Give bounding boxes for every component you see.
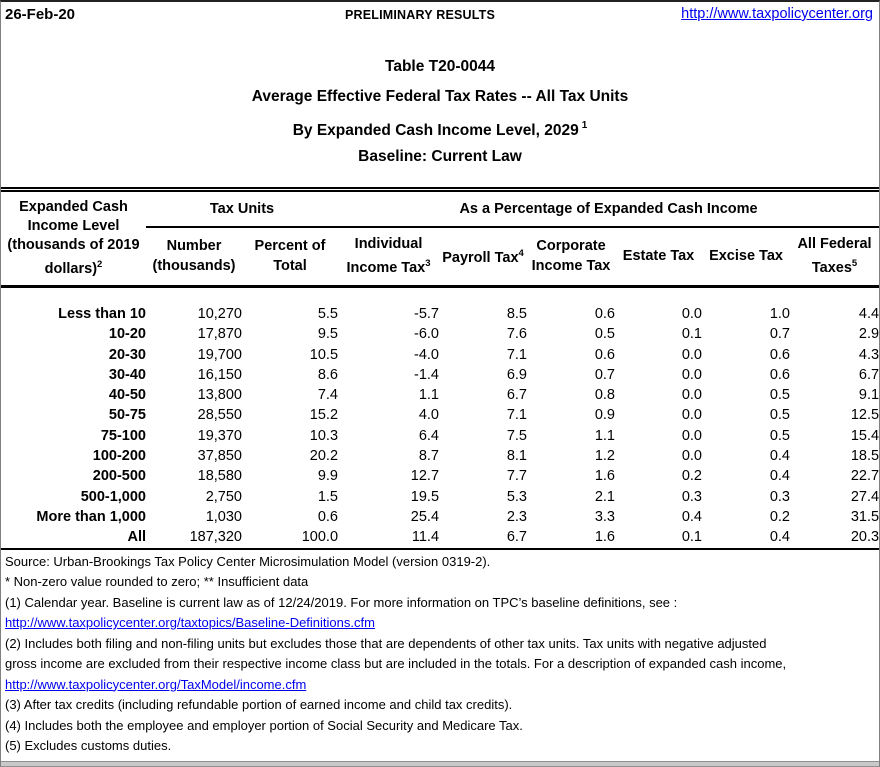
cell: 0.9	[594, 407, 616, 424]
column-header: Individual Income Tax$^3$	[338, 227, 439, 287]
stub-header-line: Expanded Cash	[19, 199, 128, 216]
title-line-2	[1, 112, 879, 142]
cell: 0.0	[681, 366, 703, 383]
cell: 5.3	[506, 488, 528, 505]
footer-note: (3) After tax credits (including refundable portion of earned income and child tax credits).	[5, 697, 513, 713]
table-row	[1, 507, 879, 527]
cell: 1.6	[594, 468, 616, 485]
column-header: Estate Tax	[615, 227, 702, 287]
cell: 0.4	[769, 448, 791, 465]
cell: 0.6	[769, 346, 791, 363]
cell: 0.0	[681, 407, 703, 424]
row-label: 30-40	[108, 366, 146, 383]
footer-note: (5) Excludes customs duties.	[5, 738, 172, 754]
cell: 7.5	[506, 427, 528, 444]
table-row	[1, 426, 879, 446]
row-label: Less than 10	[58, 306, 146, 322]
row-label: 10-20	[108, 326, 146, 343]
cell: 0.6	[317, 508, 339, 525]
cell: 7.4	[317, 387, 339, 404]
table-row	[1, 446, 879, 466]
group-header-row	[1, 190, 879, 227]
row-label: 100-200	[92, 448, 146, 465]
cell: 10,270	[197, 306, 242, 322]
cell: 20.3	[850, 529, 880, 546]
cell: 28,550	[197, 407, 242, 424]
table-row	[1, 527, 879, 548]
cell: 2.1	[594, 488, 616, 505]
cell: 27.4	[850, 488, 880, 505]
title-block	[1, 52, 879, 172]
cell: 0.5	[769, 427, 791, 444]
stub-header	[1, 190, 146, 287]
cell: 8.5	[506, 306, 528, 322]
group-header-tax-units: Tax Units	[146, 190, 338, 227]
cell: 7.6	[506, 326, 528, 343]
table-row	[1, 466, 879, 486]
title-line-1: Average Effective Federal Tax Rates -- All Tax Units	[251, 88, 629, 105]
cell: 8.7	[418, 448, 440, 465]
cell: 1.0	[769, 306, 791, 322]
cell: 0.0	[681, 387, 703, 404]
cell: 7.7	[506, 468, 528, 485]
cell: 0.0	[681, 427, 703, 444]
cell: 4.4	[858, 306, 880, 322]
cell: -1.4	[414, 366, 440, 383]
row-label: All	[127, 529, 146, 546]
cell: 1.5	[317, 488, 339, 505]
column-header: Percent of Total	[242, 227, 338, 287]
cell: 18.5	[850, 448, 880, 465]
cell: 6.7	[506, 387, 528, 404]
cell: 7.1	[506, 346, 528, 363]
column-header: Excise Tax	[702, 227, 790, 287]
top-bar	[1, 2, 879, 32]
table-row	[1, 487, 879, 507]
cell: 0.4	[769, 468, 791, 485]
cell: 18,580	[197, 468, 242, 485]
spacer-row	[1, 287, 879, 305]
table-row	[1, 324, 879, 344]
cell: 0.1	[681, 529, 703, 546]
cell: 0.4	[769, 529, 791, 546]
cell: 0.8	[594, 387, 616, 404]
table-row	[1, 405, 879, 425]
row-label: More than 1,000	[36, 508, 146, 525]
row-label: 40-50	[108, 387, 146, 404]
cell: 6.9	[506, 366, 528, 383]
cell: 31.5	[850, 508, 880, 525]
tax-rates-table	[1, 187, 879, 550]
cell: 16,150	[197, 366, 242, 383]
cell: 11.4	[411, 529, 440, 546]
row-label: 200-500	[92, 468, 146, 485]
row-label: 75-100	[100, 427, 146, 444]
cell: 1.1	[418, 387, 440, 404]
cell: 4.3	[858, 346, 880, 363]
footnotes	[1, 550, 879, 757]
cell: 12.7	[410, 468, 440, 485]
footer-link[interactable]: http://www.taxpolicycenter.org/TaxModel/income.cfm	[5, 676, 307, 692]
cell: 0.5	[594, 326, 616, 343]
cell: 1.2	[594, 448, 616, 465]
cell: 3.3	[594, 508, 616, 525]
cell: -5.7	[414, 306, 440, 322]
cell: 0.2	[769, 508, 791, 525]
cell: 2,750	[205, 488, 242, 505]
cell: 0.4	[681, 508, 703, 525]
cell: 0.0	[681, 448, 703, 465]
cell: 1.6	[594, 529, 616, 546]
column-footnote-marker: 4	[518, 248, 524, 260]
table-body	[1, 287, 879, 549]
footer-note: * Non-zero value rounded to zero; ** Insufficient data	[5, 574, 309, 590]
column-header: Number (thousands)	[146, 227, 242, 287]
cell: 6.4	[418, 427, 440, 444]
group-header-percentage: As a Percentage of Expanded Cash Income	[338, 190, 879, 227]
footer-note: Source: Urban-Brookings Tax Policy Center Microsimulation Model (version 0319-2).	[5, 553, 491, 569]
cell: 0.5	[769, 387, 791, 404]
cell: 19,700	[197, 346, 242, 363]
cell: 1,030	[205, 508, 242, 525]
stub-footnote-marker: 2	[97, 259, 103, 271]
cell: 20.2	[309, 448, 339, 465]
cell: -4.0	[414, 346, 440, 363]
footer-note: (2) Includes both filing and non-filing units but excludes those that are dependents of other tax units. Tax units with negative adjusted	[5, 635, 767, 651]
row-label: 500-1,000	[80, 488, 146, 505]
cell: 7.1	[506, 407, 528, 424]
table-row	[1, 385, 879, 405]
cell: 19,370	[197, 427, 242, 444]
cell: 37,850	[197, 448, 242, 465]
cell: 10.5	[309, 346, 339, 363]
title-line-2-text: By Expanded Cash Income Level, 2029	[292, 122, 579, 140]
cell: 2.3	[506, 508, 528, 525]
footer-note: gross income are excluded from their respective income class but are included in the totals. For a description of expanded cash income,	[5, 656, 787, 672]
table-row	[1, 345, 879, 365]
footer-link[interactable]: http://www.taxpolicycenter.org/taxtopics/Baseline-Definitions.cfm	[5, 615, 375, 631]
column-header: Corporate Income Tax	[527, 227, 615, 287]
status-label: PRELIMINARY RESULTS	[344, 8, 496, 22]
cell: 0.0	[681, 346, 703, 363]
table-row	[1, 365, 879, 385]
stub-header-line: dollars)	[44, 260, 98, 277]
cell: 12.5	[850, 407, 880, 424]
cell: 0.6	[769, 366, 791, 383]
cell: 9.5	[317, 326, 339, 343]
cell: 19.5	[410, 488, 440, 505]
cell: 0.3	[769, 488, 791, 505]
cell: 0.6	[594, 306, 616, 322]
cell: 22.7	[850, 468, 880, 485]
baseline-label: Baseline: Current Law	[358, 148, 522, 165]
cell: 9.9	[317, 468, 339, 485]
title-footnote-marker: 1	[581, 120, 588, 131]
table-id: Table T20-0044	[385, 58, 495, 75]
row-label: 20-30	[108, 346, 146, 363]
cell: 8.6	[317, 366, 339, 383]
cell: 0.6	[594, 346, 616, 363]
cell: 15.2	[309, 407, 339, 424]
cell: 187,320	[189, 529, 242, 546]
cell: 15.4	[850, 427, 880, 444]
cell: 0.0	[681, 306, 703, 322]
table-row	[1, 304, 879, 324]
cell: 0.7	[594, 366, 616, 383]
cell: 0.1	[681, 326, 703, 343]
cell: 17,870	[197, 326, 242, 343]
site-link[interactable]: http://www.taxpolicycenter.org	[681, 6, 873, 22]
cell: 5.5	[317, 306, 339, 322]
row-label: 50-75	[108, 407, 146, 424]
column-footnote-marker: 3	[425, 258, 431, 270]
stub-header-line: Income Level	[27, 218, 120, 235]
cell: 6.7	[858, 366, 880, 383]
bottom-edge	[1, 761, 879, 767]
stub-header-line: (thousands of 2019	[7, 237, 140, 254]
cell: 13,800	[197, 387, 242, 404]
cell: 4.0	[418, 407, 440, 424]
cell: 6.7	[506, 529, 528, 546]
cell: -6.0	[414, 326, 440, 343]
cell: 0.7	[769, 326, 791, 343]
cell: 8.1	[506, 448, 528, 465]
footer-note: (1) Calendar year. Baseline is current law as of 12/24/2019. For more information on TPC’s baseline definitions, see :	[5, 594, 678, 610]
column-footnote-marker: 5	[851, 258, 858, 270]
cell: 1.1	[594, 427, 616, 444]
cell: 0.5	[769, 407, 791, 424]
cell: 9.1	[858, 387, 880, 404]
column-header: All Federal Taxes$^5$	[790, 227, 879, 287]
cell: 0.2	[681, 468, 703, 485]
cell: 25.4	[410, 508, 440, 525]
date-label: 26-Feb-20	[5, 6, 76, 23]
cell: 100.0	[301, 529, 339, 546]
column-header: Payroll Tax$^4$	[439, 227, 527, 287]
cell: 2.9	[858, 326, 880, 343]
footer-note: (4) Includes both the employee and employer portion of Social Security and Medicare Tax.	[5, 717, 523, 733]
cell: 10.3	[309, 427, 339, 444]
cell: 0.3	[681, 488, 703, 505]
